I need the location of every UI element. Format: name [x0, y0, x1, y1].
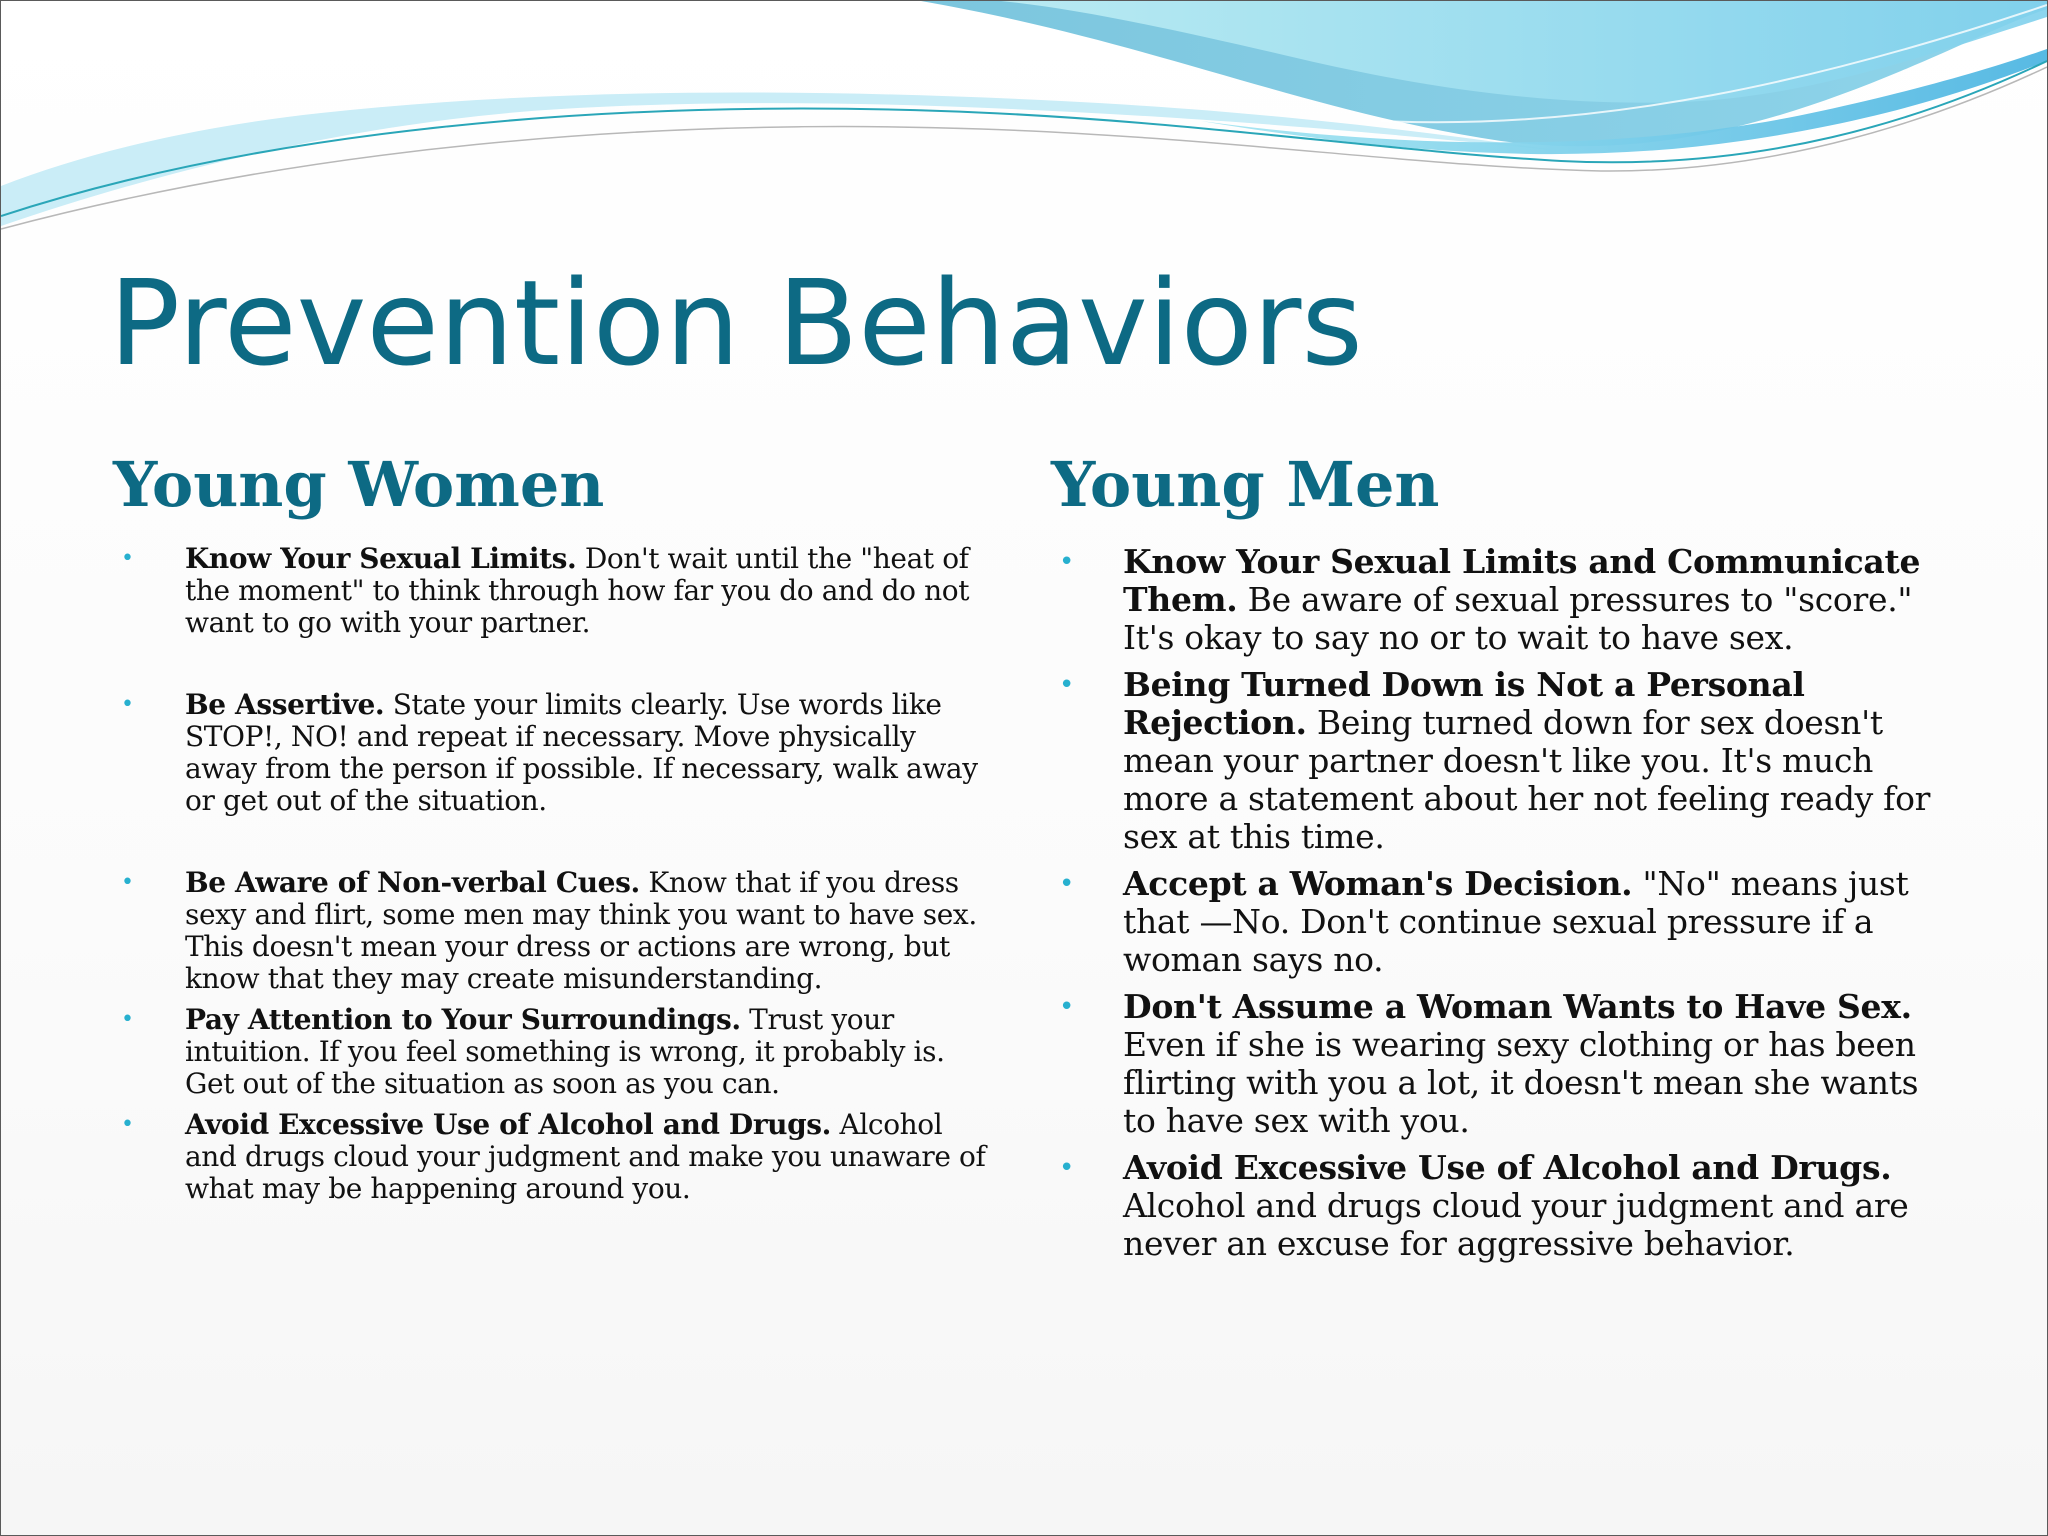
header-wave-decoration — [1, 1, 2047, 241]
bullet-icon: • — [1059, 547, 1075, 578]
list-item: • Avoid Excessive Use of Alcohol and Drugs. Alcohol and drugs cloud your judgment and make you unaware of what may be happening around you. — [121, 1108, 986, 1206]
list-item: • Know Your Sexual Limits and Communicate Them. Be aware of sexual pressures to "score." It's okay to say no or to wait to have sex. — [1059, 542, 1921, 658]
young-men-column — [1051, 448, 1951, 1272]
list-item: • Don't Assume a Woman Wants to Have Sex. Even if she is wearing sexy clothing or has been flirting with you a lot, it doesn't mean she wants to have sex with you. — [1059, 987, 1919, 1141]
bullet-icon: • — [1059, 992, 1075, 1023]
bullet-icon: • — [1059, 670, 1075, 701]
young-women-list — [113, 543, 993, 1205]
list-item: • Know Your Sexual Limits. Don't wait until the "heat of the moment" to think through how far you do and do not want to go with your partner. — [121, 542, 970, 640]
list-item: • Be Assertive. State your limits clearly. Use words like STOP!, NO! and repeat if necessary. Move physically away from the person if possible. If necessary, walk away or get out of the situation. — [121, 688, 978, 818]
bullet-icon: • — [121, 546, 134, 572]
young-women-column — [113, 448, 993, 1214]
list-item: • Accept a Woman's Decision. "No" means just that —No. Don't continue sexual pressure if a woman says no. — [1059, 864, 1909, 980]
bullet-icon: • — [1059, 869, 1075, 900]
slide-title: Prevention Behaviors — [109, 254, 1363, 392]
young-men-heading: Young Men — [1051, 448, 1440, 521]
young-men-list — [1051, 543, 1951, 1263]
bullet-icon: • — [121, 1112, 134, 1138]
bullet-icon: • — [121, 870, 134, 896]
list-item: • Be Aware of Non-verbal Cues. Know that if you dress sexy and flirt, some men may think you want to have sex. This doesn't mean your dress or actions are wrong, but know that they may create misunderstanding. — [121, 866, 977, 996]
bullet-icon: • — [1059, 1153, 1075, 1184]
list-item: • Being Turned Down is Not a Personal Rejection. Being turned down for sex doesn't mean your partner doesn't like you. It's much more a statement about her not feeling ready for sex at this time. — [1059, 665, 1931, 857]
bullet-icon: • — [121, 1007, 134, 1033]
bullet-icon: • — [121, 692, 134, 718]
young-women-heading: Young Women — [113, 448, 605, 521]
list-item: • Pay Attention to Your Surroundings. Trust your intuition. If you feel something is wrong, it probably is. Get out of the situation as soon as you can. — [121, 1003, 945, 1101]
list-item: • Avoid Excessive Use of Alcohol and Drugs. Alcohol and drugs cloud your judgment and are never an excuse for aggressive behavior. — [1059, 1148, 1909, 1264]
